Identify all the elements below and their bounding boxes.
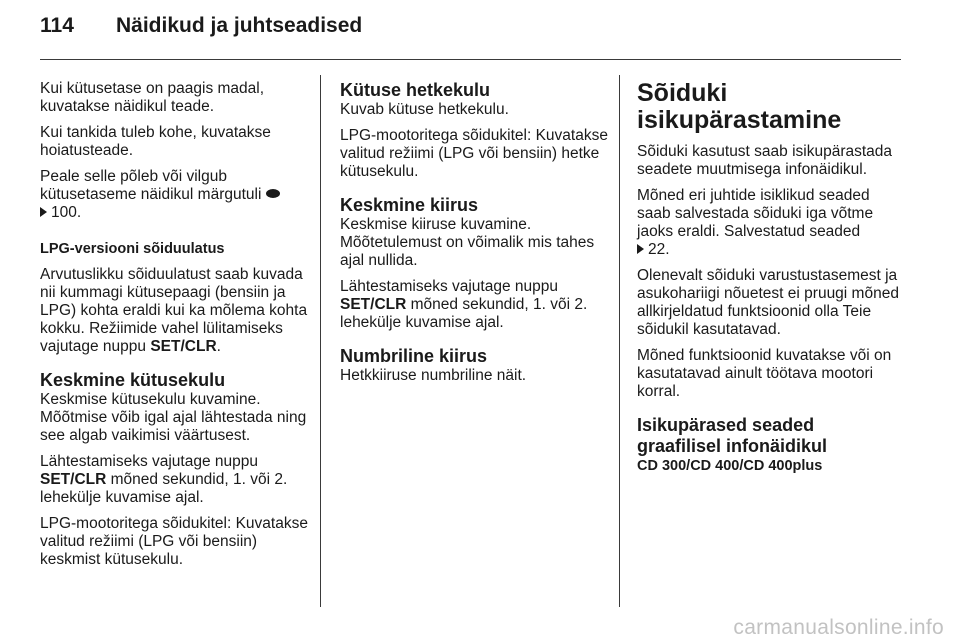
page-reference[interactable]: 100. (51, 204, 82, 221)
chapter-heading: Sõiduki isikupärastamine (637, 79, 842, 134)
section-subheading: CD 300/CD 400/CD 400plus (637, 458, 823, 474)
paragraph: Keskmise kütusekulu kuvamine. Mõõtmise võib igal ajal lähtestada ning see algab vaikimisi väärtusest. (40, 391, 307, 444)
triangle-arrow-icon (40, 207, 47, 217)
paragraph: Kuvab kütuse hetkekulu. (340, 101, 509, 118)
paragraph-text: Lähtestamiseks vajutage nuppu (340, 278, 559, 295)
section-heading: Numbriline kiirus (340, 346, 488, 366)
paragraph: Olenevalt sõiduki varustustasemest ja asukohariigi nõuetest ei pruugi mõned allkirjeldatud funktsioonid olla Teie sõidukil kasutatavad. (637, 267, 899, 338)
paragraph: Sõiduki kasutust saab isikupärastada seadete muutmisega infonäidikul. (637, 143, 893, 178)
paragraph: Kui tankida tuleb kohe, kuvatakse hoiatusteade. (40, 124, 271, 159)
triangle-arrow-icon (637, 244, 644, 254)
watermark: carmanualsonline.info (733, 616, 944, 639)
column-divider-2 (619, 75, 620, 607)
section-heading: Keskmine kiirus (340, 195, 479, 215)
paragraph (40, 168, 310, 222)
column-3 (637, 80, 903, 483)
button-name: SET/CLR (40, 471, 107, 488)
column-2 (340, 80, 608, 393)
button-name: SET/CLR (150, 338, 217, 355)
paragraph-text: Lähtestamiseks vajutage nuppu (40, 453, 259, 470)
paragraph-text: Mõned eri juhtide isiklikud seaded saab salvestada sõiduki iga võtme jaoks eraldi. Salvestatud seaded (637, 187, 874, 240)
paragraph-text: Peale selle põleb või vilgub kütusetaseme näidikul märgutuli (40, 168, 262, 203)
page-number: 114 (40, 14, 74, 37)
button-name: SET/CLR (340, 296, 407, 313)
paragraph (340, 278, 608, 332)
section-heading: Kütuse hetkekulu (340, 80, 491, 100)
section-heading: Keskmine kütusekulu (40, 370, 226, 390)
section-heading: Isikupärased seaded graafilisel infonäidikul (637, 415, 828, 456)
paragraph-text: mõned sekundid, 1. või 2. lehekülje kuvamise ajal. (40, 471, 288, 506)
fuel-dot-icon (266, 189, 280, 198)
paragraph (40, 453, 310, 507)
header-rule (40, 59, 901, 60)
paragraph: Hetkkiiruse numbriline näit. (340, 367, 527, 384)
paragraph: LPG-mootoritega sõidukitel: Kuvatakse valitud režiimi (LPG või bensiin) hetke kütusekulu. (340, 127, 608, 180)
page-reference[interactable]: 22. (648, 241, 670, 258)
paragraph: LPG-mootoritega sõidukitel: Kuvatakse valitud režiimi (LPG või bensiin) keskmist kütusekulu. (40, 515, 308, 568)
page-title: Näidikud ja juhtseadised (116, 14, 363, 37)
column-1 (40, 80, 310, 577)
section-subheading: LPG-versiooni sõiduulatus (40, 241, 225, 257)
paragraph: Mõned funktsioonid kuvatakse või on kasutatavad ainult töötava mootori korral. (637, 347, 892, 400)
punctuation: . (216, 338, 221, 355)
page-header (40, 14, 362, 38)
paragraph: Keskmise kiiruse kuvamine. Mõõtetulemust on võimalik mis tahes ajal nullida. (340, 216, 595, 269)
column-divider-1 (320, 75, 321, 607)
paragraph (40, 266, 310, 356)
paragraph (637, 187, 903, 259)
paragraph: Kui kütusetase on paagis madal, kuvatakse näidikul teade. (40, 80, 265, 115)
paragraph-text: Arvutuslikku sõiduulatust saab kuvada nii kummagi kütusepaagi (bensiin ja LPG) kohta eraldi kui ka mõlema kohta kokku. Režiimide vahel lülitamiseks vajutage nuppu (40, 266, 308, 355)
paragraph-text: mõned sekundid, 1. või 2. lehekülje kuvamise ajal. (340, 296, 588, 331)
